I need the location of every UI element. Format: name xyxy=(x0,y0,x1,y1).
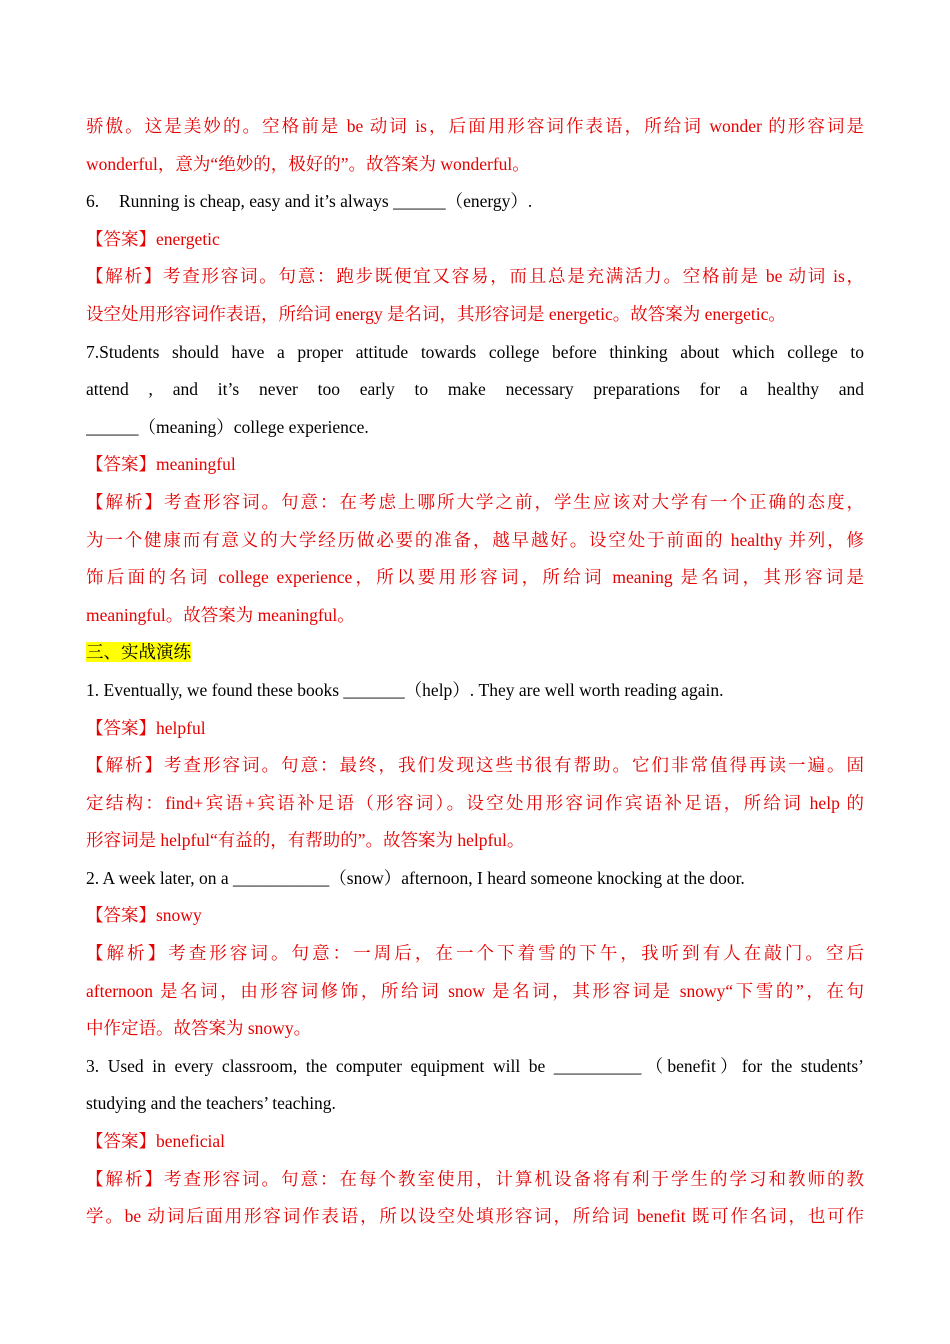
explanation-line: 设空处用形容词作表语，所给词 energy 是名词，其形容词是 energetic。故答案为 energetic。 xyxy=(86,303,786,324)
document-page xyxy=(86,108,864,1236)
explanation-line: wonderful，意为“绝妙的，极好的”。故答案为 wonderful。 xyxy=(86,153,530,174)
explanation-line: 【解析】考查形容词。句意：最终，我们发现这些书很有帮助。它们非常值得再读一遍。固 xyxy=(86,755,864,776)
explanation-line: 学。be 动词后面用形容词作表语，所以设空处填形容词，所给词 benefit 既可作名词，也可作 xyxy=(86,1206,864,1227)
question-7-line: attend , and it’s never too early to make necessary preparations for a healthy and xyxy=(86,379,864,400)
answer-line: 【答案】helpful xyxy=(86,717,206,738)
question-number: 6. xyxy=(86,191,100,212)
explanation-line: 饰后面的名词 college experience，所以要用形容词，所给词 meaning 是名词，其形容词是 xyxy=(86,567,864,588)
explanation-line: 形容词是 helpful“有益的，有帮助的”。故答案为 helpful。 xyxy=(86,830,525,851)
explanation-line: 【解析】考查形容词。句意：在考虑上哪所大学之前，学生应该对大学有一个正确的态度， xyxy=(86,491,864,512)
answer-line: 【答案】snowy xyxy=(86,905,202,926)
explanation-line: 定结构：find+宾语+宾语补足语（形容词）。设空处用形容词作宾语补足语，所给词 help 的 xyxy=(86,792,864,813)
explanation-line: 【解析】考查形容词。句意：一周后，在一个下着雪的下午，我听到有人在敲门。空后 xyxy=(86,943,864,964)
section-heading-text: 三、实战演练 xyxy=(86,642,191,663)
explanation-line: 为一个健康而有意义的大学经历做必要的准备，越早越好。设空处于前面的 healthy 并列，修 xyxy=(86,529,864,550)
explanation-line: meaningful。故答案为 meaningful。 xyxy=(86,604,355,625)
explanation-line: 中作定语。故答案为 snowy。 xyxy=(86,1018,312,1039)
explanation-line: 骄傲。这是美妙的。空格前是 be 动词 is，后面用形容词作表语，所给词 wonder 的形容词是 xyxy=(86,116,864,136)
explanation-line: 【解析】考查形容词。句意：跑步既便宜又容易，而且总是充满活力。空格前是 be 动词 is， xyxy=(86,266,864,287)
question-7-line: 7.Students should have a proper attitude towards college before thinking about which college to xyxy=(86,341,864,362)
answer-line: 【答案】beneficial xyxy=(86,1131,225,1152)
explanation-line: afternoon 是名词，由形容词修饰，所给词 snow 是名词，其形容词是 snowy“下雪的”，在句 xyxy=(86,980,864,1001)
question-7-line: ______（meaning）college experience. xyxy=(86,416,369,437)
practice-question-3-line: studying and the teachers’ teaching. xyxy=(86,1093,336,1114)
answer-line: 【答案】meaningful xyxy=(86,454,236,475)
practice-question-2: 2. A week later, on a ___________（snow）afternoon, I heard someone knocking at the door. xyxy=(86,867,745,888)
explanation-line: 【解析】考查形容词。句意：在每个教室使用，计算机设备将有利于学生的学习和教师的教 xyxy=(86,1168,864,1189)
section-heading xyxy=(86,634,864,672)
question-text: Running is cheap, easy and it’s always ______（energy）. xyxy=(119,191,533,212)
practice-question-1: 1. Eventually, we found these books _______（help）. They are well worth reading again. xyxy=(86,679,724,700)
question-6 xyxy=(86,183,864,221)
practice-question-3-line: 3. Used in every classroom, the computer equipment will be __________（benefit）for the students’ xyxy=(86,1055,864,1076)
answer-line: 【答案】energetic xyxy=(86,228,220,249)
